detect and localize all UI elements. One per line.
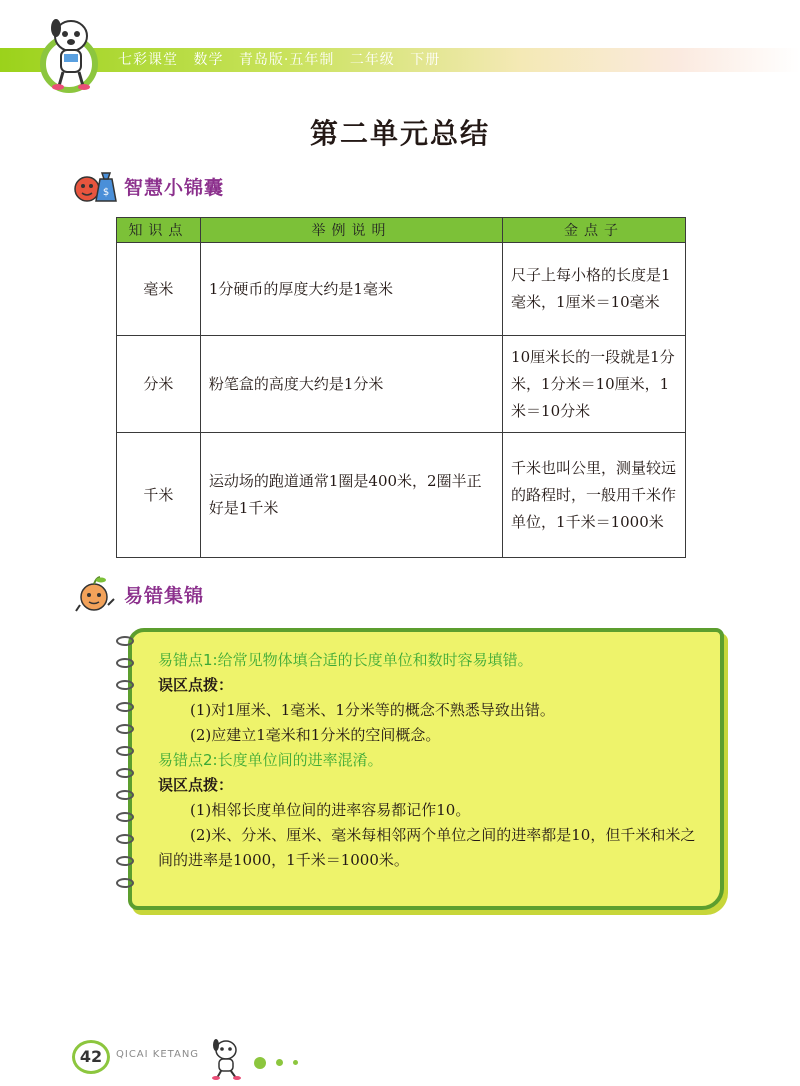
- row-unit: 千米: [117, 433, 201, 558]
- misconception-tip: (2)米、分米、厘米、毫米每相邻两个单位之间的进率都是10，但千米和米之间的进率是1000，1千米＝1000米。: [158, 826, 696, 869]
- misconception-label-1: 误区点拨：: [158, 676, 234, 694]
- header-text: [118, 49, 450, 69]
- footer-dot: [293, 1060, 298, 1065]
- row-tip: 千米也叫公里，测量较远的路程时，一般用千米作单位，1千米＝1000米: [503, 433, 686, 558]
- row-example: 运动场的跑道通常1圈是400米，2圈半正好是1千米: [200, 433, 502, 558]
- table-header-row: [117, 218, 686, 243]
- header-example: 举例说明: [200, 218, 502, 243]
- misconception-label-2: 误区点拨：: [158, 776, 234, 794]
- table-row: [117, 243, 686, 336]
- footer-dot: [276, 1059, 283, 1066]
- error-point-2-label: 易错点2:: [158, 751, 218, 769]
- money-bag-icon: [74, 167, 118, 205]
- section-heading-errors: [74, 574, 204, 614]
- page-header: [0, 0, 800, 100]
- spiral-ring: [116, 702, 134, 712]
- footer-dot: [254, 1057, 266, 1069]
- row-unit: 分米: [117, 336, 201, 433]
- spiral-ring: [116, 636, 134, 646]
- spiral-ring: [116, 746, 134, 756]
- dog-mascot-icon: [44, 14, 98, 92]
- header-subject: 数学: [193, 52, 224, 68]
- table-row: [117, 336, 686, 433]
- table-row: [117, 433, 686, 558]
- row-tip: 尺子上每小格的长度是1毫米，1厘米＝10毫米: [503, 243, 686, 336]
- row-example: 粉笔盒的高度大约是1分米: [200, 336, 502, 433]
- spiral-ring: [116, 834, 134, 844]
- svg-text:$: $: [102, 187, 110, 198]
- row-example: 1分硬币的厚度大约是1毫米: [200, 243, 502, 336]
- error-point-1-label: 易错点1:: [158, 651, 218, 669]
- spiral-ring: [116, 658, 134, 668]
- error-notes: [158, 648, 698, 873]
- header-grade: 二年级: [349, 52, 395, 68]
- section-title-tips: 智慧小锦囊: [124, 176, 225, 199]
- spiral-ring: [116, 724, 134, 734]
- page-footer: [72, 1036, 332, 1080]
- notebook-spiral: [116, 636, 140, 906]
- error-point-1: [158, 648, 698, 673]
- spiral-ring: [116, 856, 134, 866]
- knowledge-table: [116, 217, 686, 558]
- header-tip: 金点子: [503, 218, 686, 243]
- dog-mascot-icon: [204, 1036, 248, 1080]
- spiral-ring: [116, 680, 134, 690]
- misconception-tip: (1)相邻长度单位间的进率容易都记作10。: [190, 801, 471, 819]
- header-series: 七彩课堂: [118, 52, 178, 68]
- header-edition: 青岛版·五年制: [238, 52, 335, 68]
- apple-character-icon: [74, 575, 118, 613]
- misconception-tip: (2)应建立1毫米和1分米的空间概念。: [190, 726, 441, 744]
- footer-dots: [254, 1052, 303, 1071]
- row-unit: 毫米: [117, 243, 201, 336]
- header-volume: 下册: [410, 52, 441, 68]
- spiral-ring: [116, 878, 134, 888]
- misconception-tip: (1)对1厘米、1毫米、1分米等的概念不熟悉导致出错。: [190, 701, 555, 719]
- section-heading-tips: [74, 166, 224, 206]
- spiral-ring: [116, 790, 134, 800]
- spiral-ring: [116, 812, 134, 822]
- footer-brand: QICAI KETANG: [116, 1049, 200, 1060]
- page-number: 42: [72, 1040, 110, 1074]
- row-tip: 10厘米长的一段就是1分米，1分米＝10厘米，1米＝10分米: [503, 336, 686, 433]
- page-title: 第二单元总结: [309, 117, 490, 150]
- spiral-ring: [116, 768, 134, 778]
- error-point-2: [158, 748, 698, 773]
- header-knowledge: 知识点: [117, 218, 201, 243]
- error-point-1-text: 给常见物体填合适的长度单位和数时容易填错。: [217, 651, 533, 669]
- section-title-errors: 易错集锦: [124, 584, 205, 607]
- error-point-2-text: 长度单位间的进率混淆。: [217, 751, 383, 769]
